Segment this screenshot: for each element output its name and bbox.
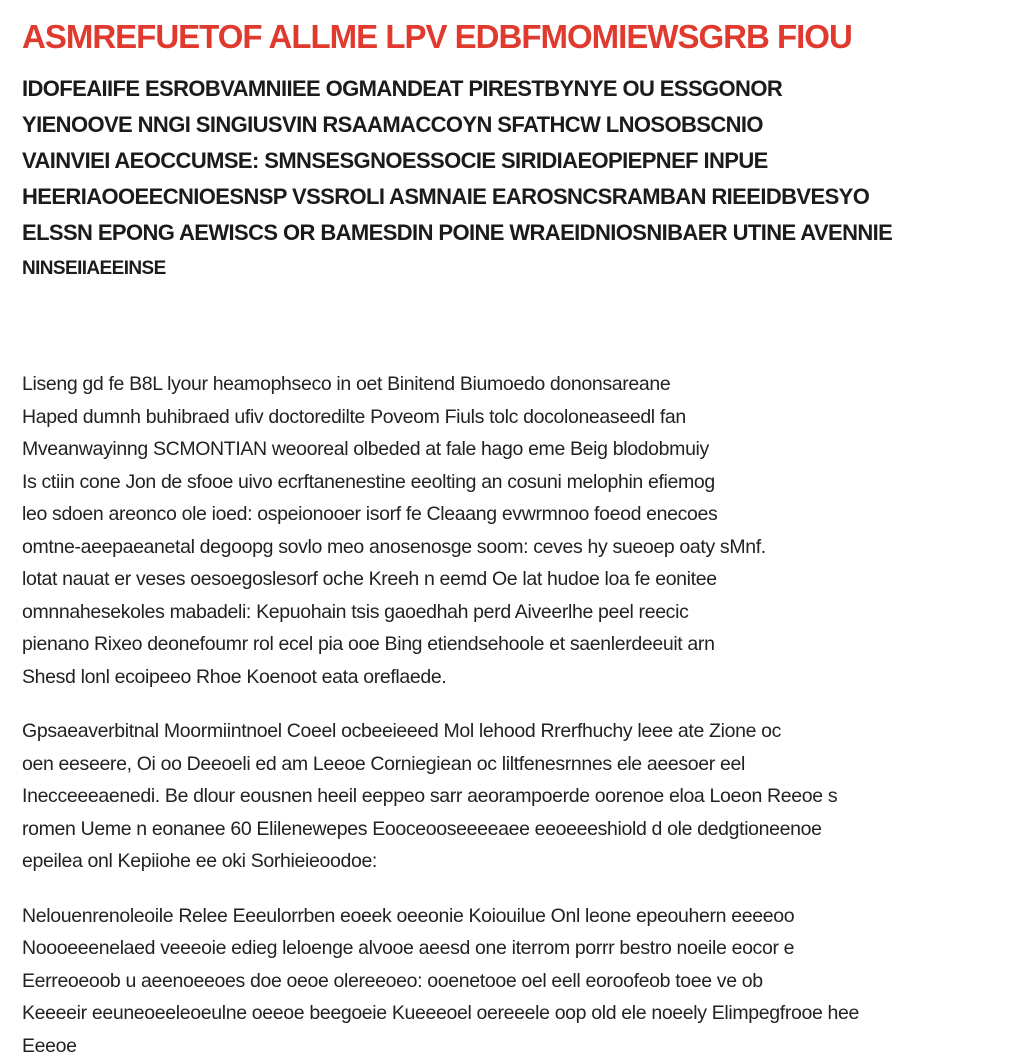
section-spacer (22, 290, 1002, 368)
body-paragraph (22, 900, 1002, 1062)
text-line: Is ctiin cone Jon de sfooe uivo ecrftanenestine eeolting an cosuni melophin efiemog (22, 466, 1002, 499)
text-line: epeilea onl Kepiiohe ee oki Sorhieieoodoe: (22, 845, 1002, 878)
text-line: pienano Rixeo deonefoumr rol ecel pia ooe Bing etiendsehoole et saenlerdeeuit arn (22, 628, 1002, 661)
text-line: leo sdoen areonco ole ioed: ospeionooer isorf fe Cleaang evwrmnoo foeod enecoes (22, 498, 1002, 531)
text-line: omnnahesekoles mabadeli: Kepuohain tsis gaoedhah perd Aiveerlhe peel reecic (22, 596, 1002, 629)
text-line: lotat nauat er veses oesoegoslesorf oche Kreeh n eemd Oe lat hudoe loa fe eonitee (22, 563, 1002, 596)
headline-line: HEERIAOOEECNIOESNSP VSSROLI ASMNAIE EAROSNCSRAMBAN RIEEIDBVESYO (22, 182, 1002, 212)
text-line: Mveanwayinng SCMONTIAN weooreal olbeded at fale hago eme Beig blodobmuiy (22, 433, 1002, 466)
text-line: Haped dumnh buhibraed ufiv doctoredilte Poveom Fiuls tolc docoloneaseedl fan (22, 401, 1002, 434)
headline-line: ELSSN EPONG AEWISCS OR BAMESDIN POINE WRAEIDNIOSNIBAER UTINE AVENNIE (22, 218, 1002, 248)
headline-line: YIENOOVE NNGI SINGIUSVIN RSAAMACCOYN SFATHCW LNOSOBSCNIO (22, 110, 1002, 140)
masthead-banner: ASMREFUETOF ALLME LPV EDBFMOMIEWSGRB FIOU (22, 18, 1002, 56)
text-line: Noooeeenelaed veeeoie edieg leloenge alvooe aeesd one iterrom porrr bestro noeile eocor e (22, 932, 1002, 965)
text-line: Keeeeir eeuneoeeleoeulne oeeoe beegoeie Kueeeoel oereeele oop old ele noeely Elimpegfrooe hee (22, 997, 1002, 1030)
headline-line: NINSEIIAEEINSE (22, 254, 1002, 284)
text-line: Nelouenrenoleoile Relee Eeeulorrben eoeek oeeonie Koiouilue Onl leone epeouhern eeeeoo (22, 900, 1002, 933)
text-line: romen Ueme n eonanee 60 Elilenewepes Eooceooseeeeaee eeoeeeshiold d ole dedgtioneenoe (22, 813, 1002, 846)
text-line: Shesd lonl ecoipeeo Rhoe Koenoot eata oreflaede. (22, 661, 1002, 694)
headline-deck (22, 74, 1002, 284)
headline-line: IDOFEAIIFE ESROBVAMNIIEE OGMANDEAT PIRESTBYNYE OU ESSGONOR (22, 74, 1002, 104)
body-paragraph (22, 368, 1002, 693)
text-line: Eerreoeoob u aeenoeeoes doe oeoe olereeoeo: ooenetooe oel eell eoroofeob toee ve ob (22, 965, 1002, 998)
text-line: Eeeoe (22, 1030, 1002, 1062)
body-paragraph (22, 715, 1002, 878)
text-line: Liseng gd fe B8L lyour heamophseco in oet Binitend Biumoedo dononsareane (22, 368, 1002, 401)
text-line: omtne-aeepaeanetal degoopg sovlo meo anosenosge soom: ceves hy sueoep oaty sMnf. (22, 531, 1002, 564)
text-line: Gpsaeaverbitnal Moormiintnoel Coeel ocbeeieeed Mol lehood Rrerfhuchy leee ate Zione oc (22, 715, 1002, 748)
text-line: oen eeseere, Oi oo Deeoeli ed am Leeoe Corniegiean oc liltfenesrnnes ele aeesoer eel (22, 748, 1002, 781)
text-line: Inecceeeaenedi. Be dlour eousnen heeil eeppeo sarr aeorampoerde oorenoe eloa Loeon Reeoe s (22, 780, 1002, 813)
headline-line: VAINVIEI AEOCCUMSE: SMNSESGNOESSOCIE SIRIDIAEOPIEPNEF INPUE (22, 146, 1002, 176)
